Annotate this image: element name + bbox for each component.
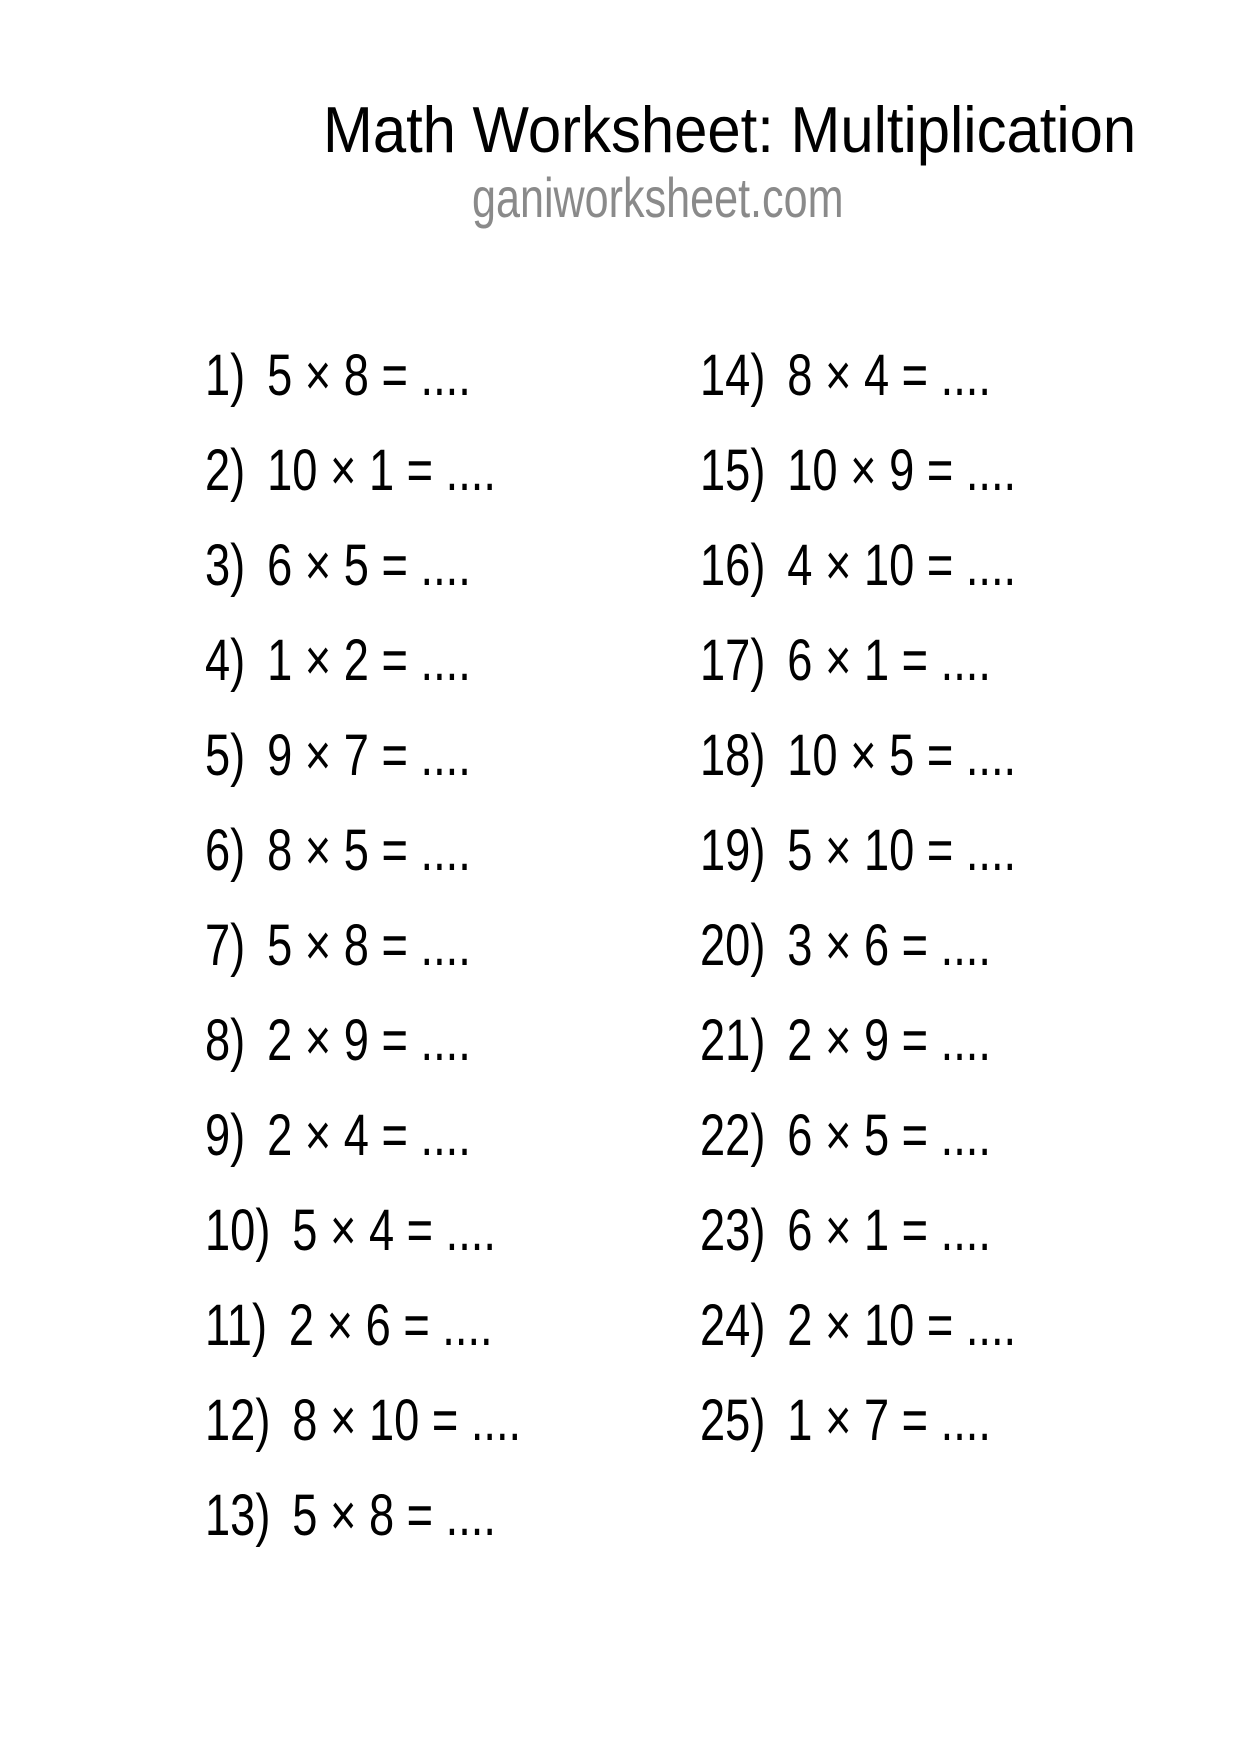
problem-row — [205, 343, 521, 442]
problem-equation: 2 × 10 = .... — [787, 1293, 1017, 1358]
problem-equation: 10 × 5 = .... — [787, 723, 1017, 788]
problem-equation: 4 × 10 = .... — [787, 533, 1017, 598]
problem-equation: 10 × 1 = .... — [267, 438, 496, 503]
problem-number: 22) — [700, 1103, 766, 1168]
problem-row — [700, 1388, 1016, 1487]
problem-equation: 1 × 2 = .... — [267, 628, 471, 693]
problem-number: 24) — [700, 1293, 766, 1358]
problem-equation: 1 × 7 = .... — [787, 1388, 991, 1453]
problem-row — [205, 628, 521, 727]
problem-row — [700, 438, 1017, 537]
problem-row — [700, 818, 1017, 917]
problem-equation: 6 × 5 = .... — [267, 533, 471, 598]
problem-equation: 8 × 5 = .... — [267, 818, 471, 883]
problem-equation: 6 × 1 = .... — [787, 628, 991, 693]
problems-column-left — [205, 343, 610, 1582]
problem-number: 4) — [205, 628, 246, 693]
problem-number: 2) — [205, 438, 246, 503]
problem-row — [205, 1103, 521, 1202]
problem-row — [700, 343, 1016, 442]
problem-equation: 6 × 5 = .... — [787, 1103, 991, 1168]
problem-number: 10) — [205, 1198, 271, 1263]
problem-number: 12) — [205, 1388, 271, 1453]
problem-number: 13) — [205, 1483, 271, 1548]
problem-row — [700, 628, 1016, 727]
problem-row — [700, 723, 1017, 822]
problem-row — [205, 1198, 521, 1297]
problem-equation: 10 × 9 = .... — [787, 438, 1017, 503]
problem-number: 23) — [700, 1198, 766, 1263]
problem-number: 19) — [700, 818, 766, 883]
problem-row — [700, 1008, 1016, 1107]
problem-equation: 5 × 10 = .... — [787, 818, 1017, 883]
problem-equation: 6 × 1 = .... — [787, 1198, 991, 1263]
problem-equation: 8 × 4 = .... — [787, 343, 991, 408]
problem-number: 11) — [205, 1293, 268, 1358]
problem-number: 21) — [700, 1008, 766, 1073]
problem-row — [700, 1103, 1016, 1202]
problem-row — [205, 1388, 522, 1487]
problem-equation: 2 × 9 = .... — [267, 1008, 471, 1073]
problem-row — [205, 723, 521, 822]
problem-number: 3) — [205, 533, 246, 598]
problem-row — [205, 438, 521, 537]
page-title: Math Worksheet: Multiplication — [323, 93, 1137, 166]
problems-column-right — [700, 343, 1105, 1487]
problem-equation: 8 × 10 = .... — [292, 1388, 522, 1453]
problem-number: 18) — [700, 723, 766, 788]
problem-row — [700, 1293, 1017, 1392]
problem-equation: 2 × 4 = .... — [267, 1103, 471, 1168]
problem-number: 16) — [700, 533, 766, 598]
problem-equation: 5 × 8 = .... — [292, 1483, 496, 1548]
problem-number: 1) — [205, 343, 246, 408]
problem-row — [205, 913, 521, 1012]
problem-number: 7) — [205, 913, 246, 978]
problem-row — [205, 1483, 521, 1582]
problem-number: 9) — [205, 1103, 246, 1168]
problem-row — [205, 533, 521, 632]
problem-equation: 3 × 6 = .... — [787, 913, 991, 978]
problem-row — [700, 913, 1016, 1012]
problem-number: 20) — [700, 913, 766, 978]
problem-row — [205, 1008, 521, 1107]
problem-number: 6) — [205, 818, 246, 883]
problem-equation: 5 × 4 = .... — [292, 1198, 496, 1263]
problem-equation: 2 × 9 = .... — [787, 1008, 991, 1073]
problem-number: 15) — [700, 438, 766, 503]
problem-row — [700, 533, 1017, 632]
problem-number: 5) — [205, 723, 246, 788]
problem-equation: 5 × 8 = .... — [267, 343, 471, 408]
problem-row — [700, 1198, 1016, 1297]
source-website: ganiworksheet.com — [472, 166, 844, 229]
problem-number: 14) — [700, 343, 766, 408]
problem-equation: 2 × 6 = .... — [288, 1293, 493, 1358]
problem-equation: 5 × 8 = .... — [267, 913, 471, 978]
problem-row — [205, 1293, 521, 1392]
problem-equation: 9 × 7 = .... — [267, 723, 471, 788]
problem-number: 25) — [700, 1388, 766, 1453]
problem-number: 17) — [700, 628, 766, 693]
problem-row — [205, 818, 521, 917]
problem-number: 8) — [205, 1008, 246, 1073]
